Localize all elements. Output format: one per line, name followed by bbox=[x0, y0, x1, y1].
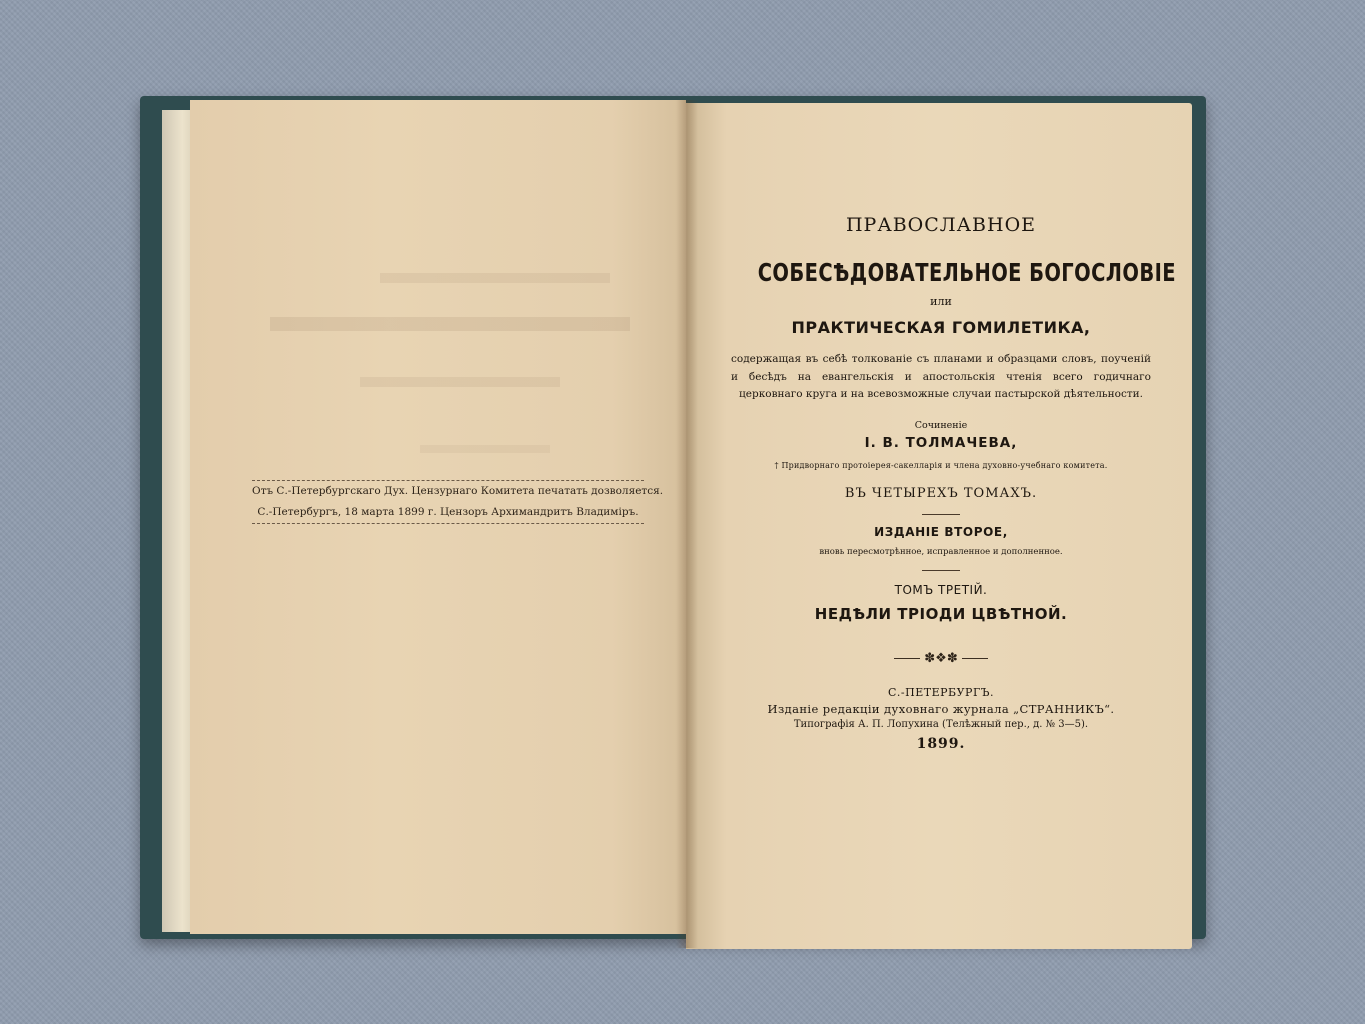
title-conjunction: или bbox=[930, 295, 952, 308]
tome-number: ТОМЪ ТРЕТІЙ. bbox=[894, 582, 988, 597]
imprint-publisher: Изданіе редакціи духовнаго журнала „СТРАННИКЪ“. bbox=[767, 701, 1115, 716]
book-gutter bbox=[676, 100, 698, 948]
imprint-press: Типографія А. П. Лопухина (Телѣжный пер., д. № 3—5). bbox=[793, 718, 1089, 730]
censorship-line-2: С.-Петербургъ, 18 марта 1899 г. Цензоръ Архимандритъ Владиміръ. bbox=[257, 506, 639, 518]
title-line-2: СОБЕСѢДОВАТЕЛЬНОЕ БОГОСЛОВІЕ bbox=[757, 258, 1176, 287]
volumes-note: ВЪ ЧЕТЫРЕХЪ ТОМАХЪ. bbox=[844, 485, 1038, 501]
title-line-1: ПРАВОСЛАВНОЕ bbox=[845, 214, 1037, 236]
tome-title: НЕДѢЛИ ТРІОДИ ЦВѢТНОЙ. bbox=[814, 604, 1068, 623]
separator-rule bbox=[922, 514, 960, 515]
ornament bbox=[706, 651, 1176, 666]
author-prefix: Сочиненіе bbox=[914, 419, 968, 431]
edition: ИЗДАНІЕ ВТОРОЕ, bbox=[874, 524, 1008, 539]
description: содержащая въ себѣ толкованіе съ планами и образцами словъ, поученій и бесѣдъ на евангельскія и апостольскія чтенія всего годичнаго церковнаго круга и на всевозможные случаи пастырской дѣятельности. bbox=[731, 353, 1151, 400]
censorship-line-1: Отъ С.-Петербургскаго Дух. Цензурнаго Комитета печатать дозволяется. bbox=[252, 485, 664, 497]
censorship-notice bbox=[252, 480, 664, 524]
imprint-year: 1899. bbox=[916, 735, 966, 752]
edition-note: вновь пересмотрѣнное, исправленное и дополненное. bbox=[819, 546, 1063, 557]
ornament-bar-right bbox=[962, 658, 988, 659]
ornament-flower-icon: ✽❖✽ bbox=[924, 650, 958, 666]
imprint-city: С.-ПЕТЕРБУРГЪ. bbox=[888, 685, 994, 699]
author-name: І. В. ТОЛМАЧЕВА, bbox=[864, 434, 1018, 451]
separator-rule bbox=[922, 570, 960, 571]
author-title: † Придворнаго протоіерея-сакелларія и члена духовно-учебнаго комитета. bbox=[774, 460, 1108, 470]
dashed-rule-bottom bbox=[252, 523, 644, 524]
ornament-bar-left bbox=[894, 658, 920, 659]
title-page bbox=[706, 200, 1176, 752]
subtitle: ПРАКТИЧЕСКАЯ ГОМИЛЕТИКА, bbox=[791, 318, 1091, 337]
bleed-through bbox=[260, 255, 640, 455]
